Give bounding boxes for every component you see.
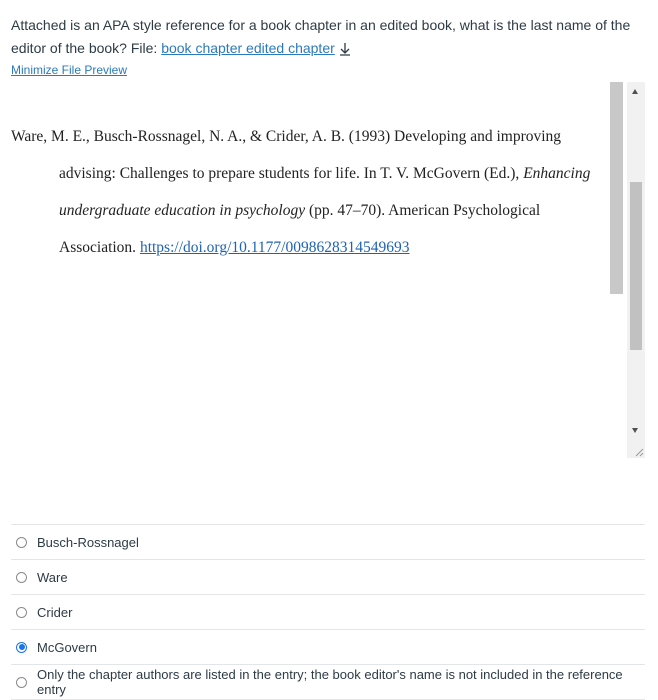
answer-label: Only the chapter authors are listed in the entry; the book editor's name is not included in the reference entry <box>37 667 623 697</box>
reference-entry <box>11 118 609 266</box>
answer-option[interactable] <box>11 524 645 559</box>
minimize-preview-link[interactable]: Minimize File Preview <box>11 63 128 77</box>
reference-line-1: Ware, M. E., Busch-Rossnagel, N. A., & Crider, A. B. (1993) Developing and improving <box>11 128 562 145</box>
radio-button[interactable] <box>16 572 27 583</box>
reference-text: advising: Challenges to prepare students for life. In T. V. McGovern (Ed.), <box>59 165 524 182</box>
resize-grip-icon[interactable] <box>634 447 644 457</box>
answer-option[interactable] <box>11 629 645 664</box>
answer-option[interactable] <box>11 594 645 629</box>
answer-label: Crider <box>37 604 73 620</box>
radio-button[interactable] <box>16 537 27 548</box>
doi-link[interactable]: https://doi.org/10.1177/0098628314549693 <box>139 239 410 256</box>
radio-button-selected[interactable] <box>16 642 27 653</box>
radio-button[interactable] <box>16 677 27 688</box>
scrollbar-thumb[interactable] <box>630 182 642 350</box>
reference-line-4 <box>11 229 609 266</box>
download-icon[interactable] <box>339 40 351 63</box>
file-preview[interactable] <box>0 82 646 458</box>
answer-label: Ware <box>37 569 68 585</box>
answer-list <box>11 524 645 700</box>
scroll-down-icon[interactable] <box>632 428 638 433</box>
preview-scrollbar[interactable] <box>627 82 645 458</box>
answer-label: Busch-Rossnagel <box>37 534 139 550</box>
radio-button[interactable] <box>16 607 27 618</box>
question-text <box>11 14 651 63</box>
question-prompt: Attached is an APA style reference for a book chapter in an edited book, what is the last name of the editor of the book? File: <box>11 17 631 56</box>
answer-label: McGovern <box>37 639 97 655</box>
document-scrollbar[interactable] <box>610 82 623 294</box>
reference-line-3 <box>11 192 609 229</box>
scroll-up-icon[interactable] <box>632 89 638 94</box>
file-link[interactable]: book chapter edited chapter <box>161 40 335 56</box>
reference-line-2 <box>11 155 609 192</box>
book-title: Enhancing <box>523 165 591 182</box>
book-title-continued: undergraduate education in psychology <box>59 202 306 219</box>
answer-option[interactable] <box>11 559 645 594</box>
reference-text: Association. <box>59 239 140 256</box>
reference-text: (pp. 47–70). American Psychological <box>305 202 541 219</box>
